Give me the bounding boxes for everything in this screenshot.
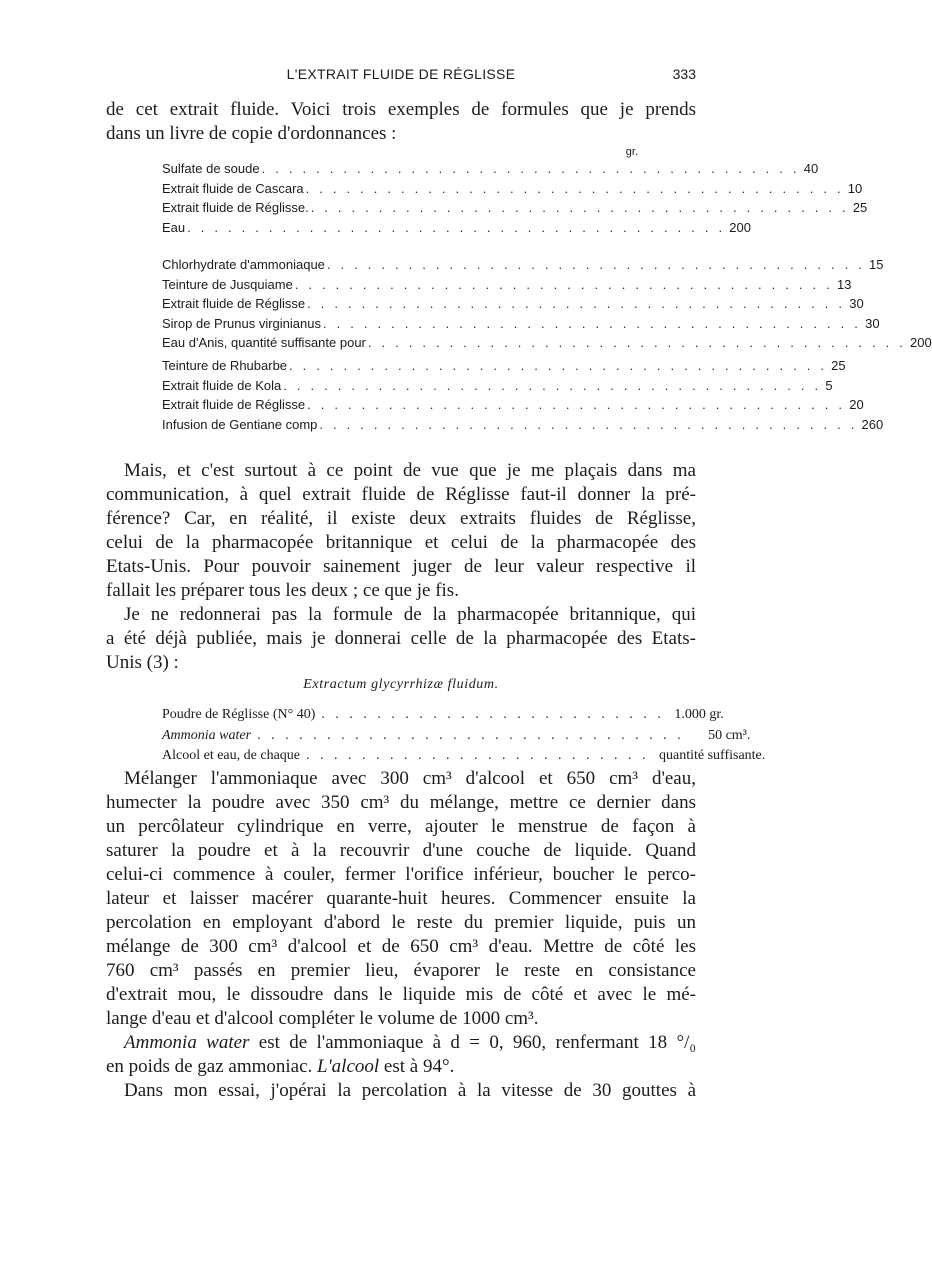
text-line: Mais, et c'est surtout à ce point de vue que je me plaçais dans ma <box>124 460 696 481</box>
leader-dots: . . . . . . . . . . . . . . . . . . . . . . . . . . . . . . . . . . . . . . . . <box>310 200 849 215</box>
ingredient-name: Ammonia water <box>162 727 252 743</box>
formula-list-2 <box>162 255 932 353</box>
text-line: d'extrait mou, le dissoudre dans le liquide mis de côté et avec le mé- <box>106 984 696 1005</box>
leader-dots: . . . . . . . . . . . . . . . . . . . . . . . . . . . . . . . . . . . . . . . . <box>187 219 726 235</box>
text-line: lange d'eau et d'alcool compléter le volume de 1000 cm³. <box>106 1008 539 1029</box>
text-line <box>106 1031 696 1055</box>
text-line: lateur et laisser macérer quarante-huit heures. Commencer ensuite la <box>106 888 696 909</box>
intro-paragraph <box>106 98 696 146</box>
text-line: de cet extrait fluide. Voici trois exemples de formules que je prends <box>106 99 696 120</box>
ingredient-amount: 30 <box>865 315 880 331</box>
ingredient-name: Extrait fluide de Réglisse <box>162 397 306 412</box>
text-span: est de l'ammoniaque à d = 0, 960, renfermant 18 °/₀ <box>249 1032 696 1053</box>
formula-title: Extractum glycyrrhizæ fluidum. <box>303 677 499 692</box>
text-line: Etats-Unis. Pour pouvoir sainement juger de leur valeur respective il <box>106 556 696 577</box>
ingredient-amount: 50 cm³. <box>708 727 751 743</box>
leader-dots: . . . . . . . . . . . . . . . . . . . . . . . . . . . . . . . . . . . . . . . . <box>326 257 866 272</box>
leader-dots: . . . . . . . . . . . . . . . . . . . . . . . . . <box>306 748 649 763</box>
formula-row <box>162 198 868 218</box>
text-line: férence? Car, en réalité, il existe deux extraits fluides de Réglisse, <box>106 508 696 529</box>
text-line: Je ne redonnerai pas la formule de la pharmacopée britannique, qui <box>124 604 696 625</box>
ingredient-name: Eau d'Anis, quantité suffisante pour <box>162 335 366 350</box>
formula-row <box>162 746 766 767</box>
formula-row <box>162 275 852 295</box>
leader-dots: . . . . . . . . . . . . . . . . . . . . . . . . . <box>321 707 665 722</box>
ingredient-name: Extrait fluide de Réglisse. <box>162 200 309 215</box>
ingredient-amount: 40 <box>803 161 819 176</box>
ingredient-amount: 25 <box>831 358 846 373</box>
text-line: Mélanger l'ammoniaque avec 300 cm³ d'alcool et 650 cm³ d'eau, <box>124 768 696 789</box>
ingredient-amount: 15 <box>869 257 884 272</box>
ingredient-name: Extrait fluide de Réglisse <box>162 296 306 311</box>
text-line: percolation en employant d'abord le reste du premier liquide, puis un <box>106 912 696 933</box>
ingredient-name: Alcool et eau, de chaque <box>162 748 300 763</box>
leader-dots: . . . . . . . . . . . . . . . . . . . . . . . . . . . . . . . . . . . . . . . . <box>294 276 833 292</box>
page-header <box>106 66 696 88</box>
text-line: 760 cm³ passés en premier lieu, évaporer le reste en consistance <box>106 960 696 981</box>
text-span: en poids de gaz ammoniac. <box>106 1056 318 1077</box>
ingredient-name: Infusion de Gentiane comp <box>162 416 318 432</box>
paragraph-5 <box>106 1079 696 1103</box>
text-line: fallait les préparer tous les deux ; ce que je fis. <box>106 580 459 601</box>
text-span: est à 94°. <box>379 1056 455 1077</box>
text-line: humecter la poudre avec 350 cm³ du mélange, mettre ce dernier dans <box>106 792 696 813</box>
leader-dots: . . . . . . . . . . . . . . . . . . . . . . . . . . . . . . . . . . . . . . . . <box>319 416 858 432</box>
running-title: L'EXTRAIT FLUIDE DE RÉGLISSE <box>286 66 516 82</box>
leader-dots: . . . . . . . . . . . . . . . . . . . . . . . . . . . . . . . . . . . . . . . . <box>307 397 846 412</box>
ingredient-name: Teinture de Rhubarbe <box>162 358 288 373</box>
paragraph-1 <box>106 459 696 603</box>
page-number: 333 <box>672 66 696 82</box>
text-line: mélange de 300 cm³ d'alcool et de 650 cm³ d'eau. Mettre de côté les <box>106 936 696 957</box>
text-line: communication, à quel extrait fluide de Réglisse faut-il donner la pré- <box>106 484 696 505</box>
ingredient-amount: quantité suffisante. <box>659 748 766 763</box>
ingredient-amount: 13 <box>836 276 852 292</box>
ingredient-amount: 200 <box>910 335 932 350</box>
ingredient-amount: 5 <box>825 377 833 393</box>
italic-term: L'alcool <box>317 1056 380 1077</box>
ingredient-amount: 260 <box>861 416 884 432</box>
formula-row <box>162 294 864 314</box>
formula-row <box>162 415 884 435</box>
formula-row <box>162 395 864 415</box>
formula-list-3 <box>162 356 884 434</box>
text-line: celui-ci commence à couler, fermer l'orifice inférieur, boucher le perco- <box>106 864 696 885</box>
ingredient-amount: 30 <box>849 296 864 311</box>
formula-row <box>162 218 751 238</box>
leader-dots: . . . . . . . . . . . . . . . . . . . . . . . . . . . . . . . . . . . . . . . . <box>307 296 846 311</box>
leader-dots: . . . . . . . . . . . . . . . . . . . . . . . . . . . . . . . . . . . . . . . . <box>367 335 907 350</box>
text-line <box>106 1055 696 1079</box>
ingredient-amount: 25 <box>852 200 868 215</box>
unit-label: gr. <box>625 146 638 158</box>
paragraph-2 <box>106 603 696 675</box>
text-line: Unis (3) : <box>106 652 179 673</box>
formula-row <box>162 356 846 376</box>
ingredient-name: Eau <box>162 219 186 235</box>
leader-dots: . . . . . . . . . . . . . . . . . . . . . . . . . . . . . . . . . . . . . . . . <box>261 161 800 176</box>
paragraph-4 <box>106 1031 696 1079</box>
ingredient-name: Poudre de Réglisse (N° 40) <box>162 707 316 722</box>
ingredient-name: Chlorhydrate d'ammoniaque <box>162 257 325 272</box>
formula-row <box>162 726 751 747</box>
paragraph-3 <box>106 767 696 1031</box>
formula-row <box>162 255 884 275</box>
formula-row <box>162 314 880 334</box>
leader-dots: . . . . . . . . . . . . . . . . . . . . . . . . . . . . . . . . . . . . . . . . <box>322 315 862 331</box>
formula-row <box>162 179 863 199</box>
text-line: dans un livre de copie d'ordonnances : <box>106 123 397 144</box>
formula-list-1 <box>162 145 868 237</box>
ingredient-amount: 10 <box>847 180 863 196</box>
ingredient-amount: 200 <box>729 219 751 235</box>
ingredient-name: Sirop de Prunus virginianus <box>162 315 321 331</box>
ingredient-name: Extrait fluide de Cascara <box>162 180 304 196</box>
ingredient-name: Teinture de Jusquiame <box>162 276 293 292</box>
text-line: celui de la pharmacopée britannique et celui de la pharmacopée des <box>106 532 696 553</box>
ingredient-amount: 20 <box>849 397 864 412</box>
ingredient-name: Sulfate de soude <box>162 161 260 176</box>
leader-dots: . . . . . . . . . . . . . . . . . . . . . . . . . . . . . . . . . . . . . . . . <box>283 377 822 393</box>
text-line: un percôlateur cylindrique en verre, ajouter le menstrue de façon à <box>106 816 696 837</box>
formula-row <box>162 705 724 726</box>
usp-formula <box>162 705 766 767</box>
ingredient-name: Extrait fluide de Kola <box>162 377 282 393</box>
leader-dots: . . . . . . . . . . . . . . . . . . . . . . . . . . . . . . . . . . . . . . . . <box>289 358 828 373</box>
leader-dots: . . . . . . . . . . . . . . . . . . . . . . . . . . . . . . . <box>257 727 685 743</box>
formula-row <box>162 376 833 396</box>
italic-term: Ammonia water <box>124 1032 250 1053</box>
formula-row <box>162 159 819 179</box>
ingredient-amount: 1.000 gr. <box>674 707 724 722</box>
leader-dots: . . . . . . . . . . . . . . . . . . . . . . . . . . . . . . . . . . . . . . . . <box>305 180 844 196</box>
formula-row <box>162 333 932 353</box>
text-line: saturer la poudre et à la recouvrir d'une couche de liquide. Quand <box>106 840 696 861</box>
text-line: Dans mon essai, j'opérai la percolation à la vitesse de 30 gouttes à <box>124 1080 696 1101</box>
text-line: a été déjà publiée, mais je donnerai celle de la pharmacopée des Etats- <box>106 628 696 649</box>
